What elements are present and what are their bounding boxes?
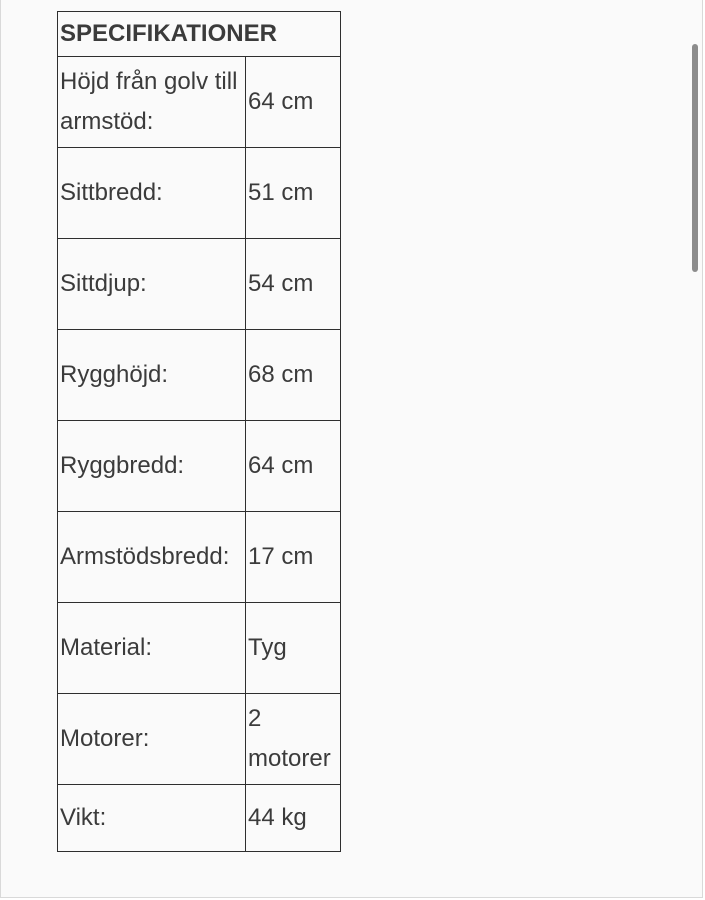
table-row xyxy=(58,148,341,239)
spec-label: Motorer: xyxy=(58,694,246,785)
table-row xyxy=(58,421,341,512)
spec-label: Höjd från golv till armstöd: xyxy=(58,57,246,148)
table-row xyxy=(58,330,341,421)
spec-value: 54 cm xyxy=(246,239,341,330)
spec-label: Rygghöjd: xyxy=(58,330,246,421)
spec-value: 64 cm xyxy=(246,57,341,148)
spec-value: 51 cm xyxy=(246,148,341,239)
spec-value: 17 cm xyxy=(246,512,341,603)
cut-off-text-line xyxy=(71,0,491,4)
spec-label: Armstödsbredd: xyxy=(58,512,246,603)
spec-value: Tyg xyxy=(246,603,341,694)
spec-value: 64 cm xyxy=(246,421,341,512)
spec-value: 44 kg xyxy=(246,785,341,852)
table-row xyxy=(58,694,341,785)
spec-label: Sittdjup: xyxy=(58,239,246,330)
spec-label: Material: xyxy=(58,603,246,694)
table-row xyxy=(58,57,341,148)
table-row xyxy=(58,603,341,694)
table-row xyxy=(58,512,341,603)
table-header: SPECIFIKATIONER xyxy=(58,12,341,57)
vertical-scrollbar-thumb[interactable] xyxy=(692,44,698,272)
specifications-table xyxy=(57,11,341,852)
spec-label: Ryggbredd: xyxy=(58,421,246,512)
table-row xyxy=(58,239,341,330)
spec-value: 2 motorer xyxy=(246,694,341,785)
table-header-row xyxy=(58,12,341,57)
table-row xyxy=(58,785,341,852)
spec-value: 68 cm xyxy=(246,330,341,421)
spec-label: Vikt: xyxy=(58,785,246,852)
spec-label: Sittbredd: xyxy=(58,148,246,239)
